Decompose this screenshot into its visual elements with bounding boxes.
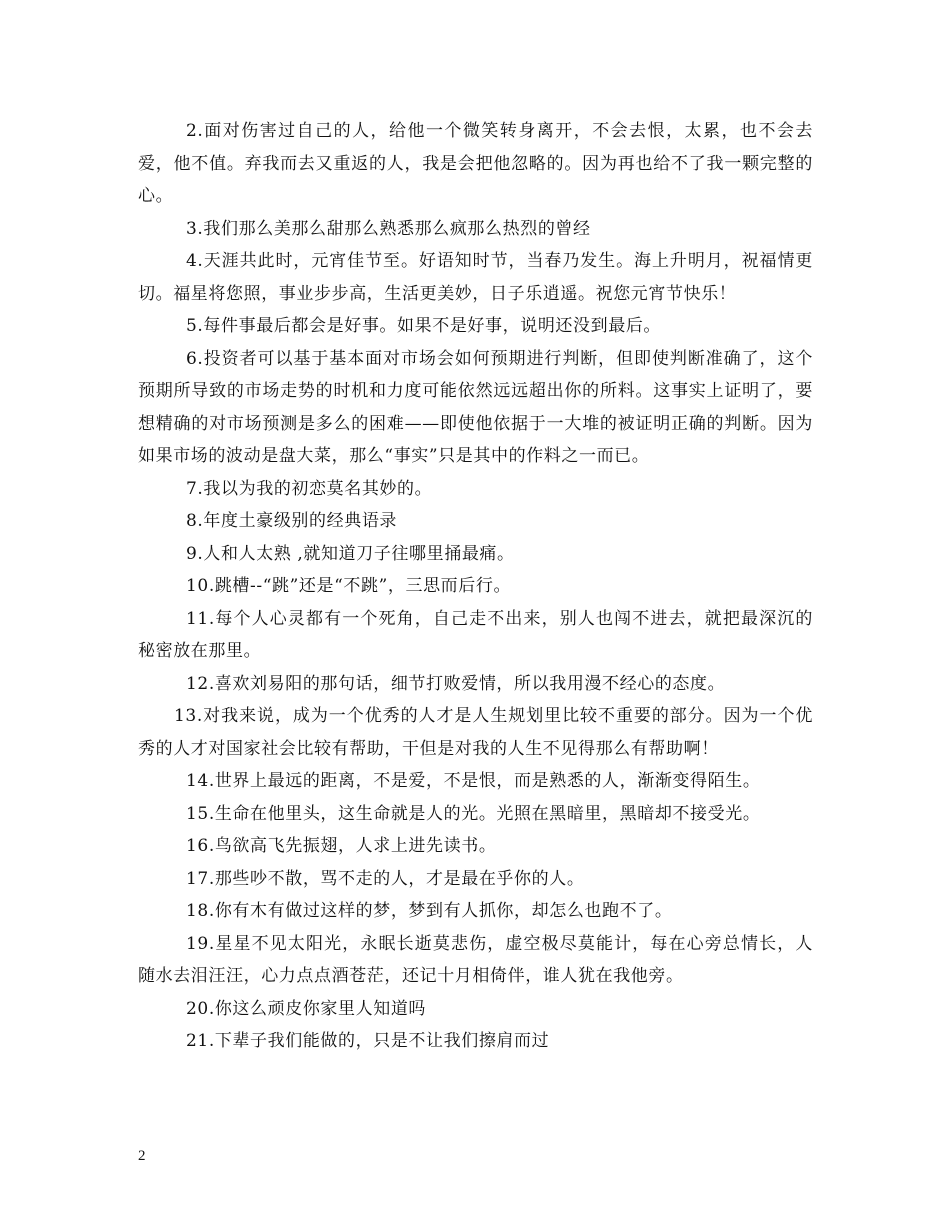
paragraph-18: 18.你有木有做过这样的梦，梦到有人抓你，却怎么也跑不了。 (186, 901, 673, 921)
paragraph-9: 9.人和人太熟 ,就知道刀子往哪里捅最痛。 (186, 543, 515, 564)
paragraph-6: 6.投资者可以基于基本面对市场会如何预期进行判断，但即使判断准确了，这个预期所导致的市场走势的时机和力度可能依然远远超出你的所料。这事实上证明了，要想精确的对市场预测是多么的困难——即使他依据于一大堆的被证明正确的判断。因为如果市场的波动是盘大菜，那么“事实”只是其中的作料之一而已。 (138, 348, 813, 466)
paragraph-7: 7.我以为我的初恋莫名其妙的。 (186, 478, 433, 499)
paragraph-3: 3.我们那么美那么甜那么熟悉那么疯那么热烈的曾经 (186, 218, 591, 239)
document-body (138, 115, 813, 1058)
page-number: 2 (138, 1148, 146, 1164)
paragraph-20: 20.你这么顽皮你家里人知道吗 (186, 998, 427, 1019)
paragraph-11: 11.每个人心灵都有一个死角，自己走不出来，别人也闯不进去，就把最深沉的秘密放在那里。 (138, 608, 813, 661)
paragraph-4: 4.天涯共此时，元宵佳节至。好语知时节，当春乃发生。海上升明月，祝福情更切。福星将您照，事业步步高，生活更美妙，日子乐逍遥。祝您元宵节快乐！ (138, 251, 813, 304)
paragraph-8: 8.年度土豪级别的经典语录 (186, 511, 398, 531)
paragraph-21: 21.下辈子我们能做的，只是不让我们擦肩而过 (186, 1031, 550, 1051)
paragraph-2: 2.面对伤害过自己的人，给他一个微笑转身离开，不会去恨，太累，也不会去爱，他不值。弃我而去又重返的人，我是会把他忽略的。因为再也给不了我一颗完整的心。 (138, 121, 813, 206)
paragraph-12: 12.喜欢刘易阳的那句话，细节打败爱情，所以我用漫不经心的态度。 (186, 673, 726, 694)
paragraph-13: 13.对我来说，成为一个优秀的人才是人生规划里比较不重要的部分。因为一个优秀的人才对国家社会比较有帮助，干但是对我的人生不见得那么有帮助啊！ (138, 706, 813, 759)
paragraph-10: 10.跳槽--“跳”还是“不跳”，三思而后行。 (186, 576, 512, 596)
paragraph-16: 16.鸟欲高飞先振翅，人求上进先读书。 (186, 836, 497, 856)
paragraph-5: 5.每件事最后都会是好事。如果不是好事，说明还没到最后。 (186, 316, 662, 336)
paragraph-15: 15.生命在他里头，这生命就是人的光。光照在黑暗里，黑暗却不接受光。 (186, 803, 761, 824)
paragraph-19: 19.星星不见太阳光，永眠长逝莫悲伤，虚空极尽莫能计，每在心旁总情长，人随水去泪汪汪，心力点点酒苍茫，还记十月相倚伴，谁人犹在我他旁。 (138, 933, 813, 986)
paragraph-17: 17.那些吵不散，骂不走的人，才是最在乎你的人。 (186, 868, 585, 889)
paragraph-14: 14.世界上最远的距离，不是爱，不是恨，而是熟悉的人，渐渐变得陌生。 (186, 771, 761, 791)
